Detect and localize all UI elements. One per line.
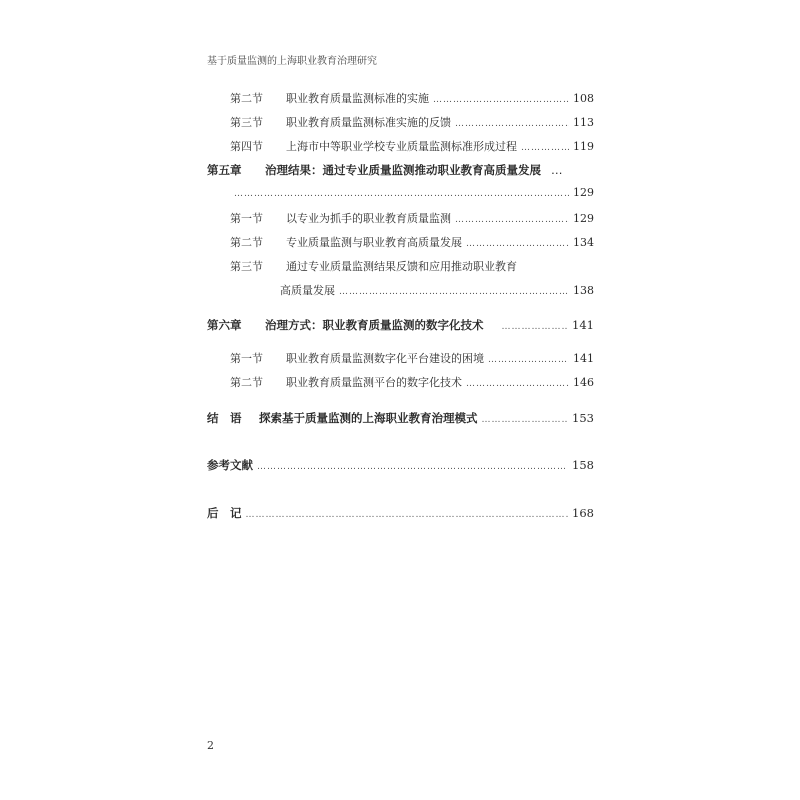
- toc-section-number: 第二节: [230, 376, 263, 389]
- toc-chapter-number: 第五章: [207, 163, 242, 177]
- toc-chapter-entry[interactable]: [207, 505, 594, 523]
- toc-chapter-entry[interactable]: [207, 457, 594, 475]
- toc-page-number: 129: [573, 186, 594, 199]
- toc-chapter-number: 结 语: [207, 411, 242, 425]
- toc-entry-title: 职业教育质量监测数字化平台建设的困境: [286, 352, 484, 365]
- leader-dots: [502, 322, 569, 332]
- toc-entry-title: 职业教育质量监测平台的数字化技术: [286, 376, 462, 389]
- toc-chapter-continuation[interactable]: [234, 186, 594, 204]
- toc-page-number: 158: [572, 458, 594, 472]
- toc-page-number: 168: [572, 506, 594, 520]
- toc-section-number: 第一节: [230, 212, 263, 225]
- leader-dots: [246, 510, 569, 520]
- toc-page-number: 153: [572, 411, 594, 425]
- leader-dots: [488, 355, 569, 365]
- page-number: 2: [207, 739, 214, 752]
- toc-chapter-entry[interactable]: [207, 410, 594, 428]
- leader-dots: [234, 189, 569, 199]
- leader-dots: [257, 462, 568, 472]
- leader-dots: [339, 287, 569, 297]
- leader-dots: [482, 415, 569, 425]
- toc-entry-title: 通过专业质量监测结果反馈和应用推动职业教育: [286, 260, 517, 273]
- toc-section-number: 第三节: [230, 116, 263, 129]
- toc-entry-title: 职业教育质量监测标准实施的反馈: [286, 116, 451, 129]
- toc-page-number: 134: [573, 236, 594, 249]
- leader-dots: [455, 119, 569, 129]
- toc-section-number: 第二节: [230, 236, 263, 249]
- leader-dots: …: [551, 163, 563, 177]
- toc-section-number: 第一节: [230, 352, 263, 365]
- toc-entry-title: 上海市中等职业学校专业质量监测标准形成过程: [286, 140, 517, 153]
- toc-entry[interactable]: [230, 374, 594, 392]
- leader-dots: [455, 215, 569, 225]
- toc-entry-title: 职业教育质量监测标准的实施: [286, 92, 429, 105]
- toc-section-number: 第二节: [230, 92, 263, 105]
- toc-page-number: 138: [573, 284, 594, 297]
- toc-entry[interactable]: [230, 350, 594, 368]
- toc-entry-title: 以专业为抓手的职业教育质量监测: [286, 212, 451, 225]
- toc-entry[interactable]: [230, 234, 594, 252]
- toc-chapter-title: 探索基于质量监测的上海职业教育治理模式: [259, 411, 478, 425]
- toc-chapter-entry[interactable]: [207, 162, 594, 180]
- toc-chapter-number: 第六章: [207, 318, 242, 332]
- toc-page-number: 141: [572, 318, 594, 332]
- leader-dots: [466, 379, 569, 389]
- toc-chapter-title: 治理方式：职业教育质量监测的数字化技术: [265, 318, 484, 332]
- toc-entry-title-continued: 高质量发展: [280, 284, 335, 297]
- toc-chapter-entry[interactable]: [207, 317, 594, 335]
- toc-section-number: 第四节: [230, 140, 263, 153]
- toc-chapter-title: 后 记: [207, 506, 242, 520]
- toc-entry[interactable]: [230, 210, 594, 228]
- toc-chapter-title: 治理结果：通过专业质量监测推动职业教育高质量发展: [265, 163, 541, 177]
- toc-entry-title: 专业质量监测与职业教育高质量发展: [286, 236, 462, 249]
- toc-section-number: 第三节: [230, 260, 263, 273]
- toc-page-number: 119: [573, 140, 594, 153]
- leader-dots: [466, 239, 569, 249]
- toc-page-number: 146: [573, 376, 594, 389]
- toc-page-number: 108: [573, 92, 594, 105]
- toc-entry[interactable]: [230, 258, 594, 276]
- toc-entry[interactable]: [230, 114, 594, 132]
- leader-dots: [433, 95, 569, 105]
- toc-entry-continuation[interactable]: [280, 282, 594, 300]
- toc-chapter-title: 参考文献: [207, 458, 253, 472]
- toc-entry[interactable]: [230, 90, 594, 108]
- toc-page-number: 129: [573, 212, 594, 225]
- toc-entry[interactable]: [230, 138, 594, 156]
- toc-page-number: 141: [573, 352, 594, 365]
- toc-page-number: 113: [573, 116, 594, 129]
- leader-dots: [521, 143, 569, 153]
- running-header: 基于质量监测的上海职业教育治理研究: [207, 56, 377, 67]
